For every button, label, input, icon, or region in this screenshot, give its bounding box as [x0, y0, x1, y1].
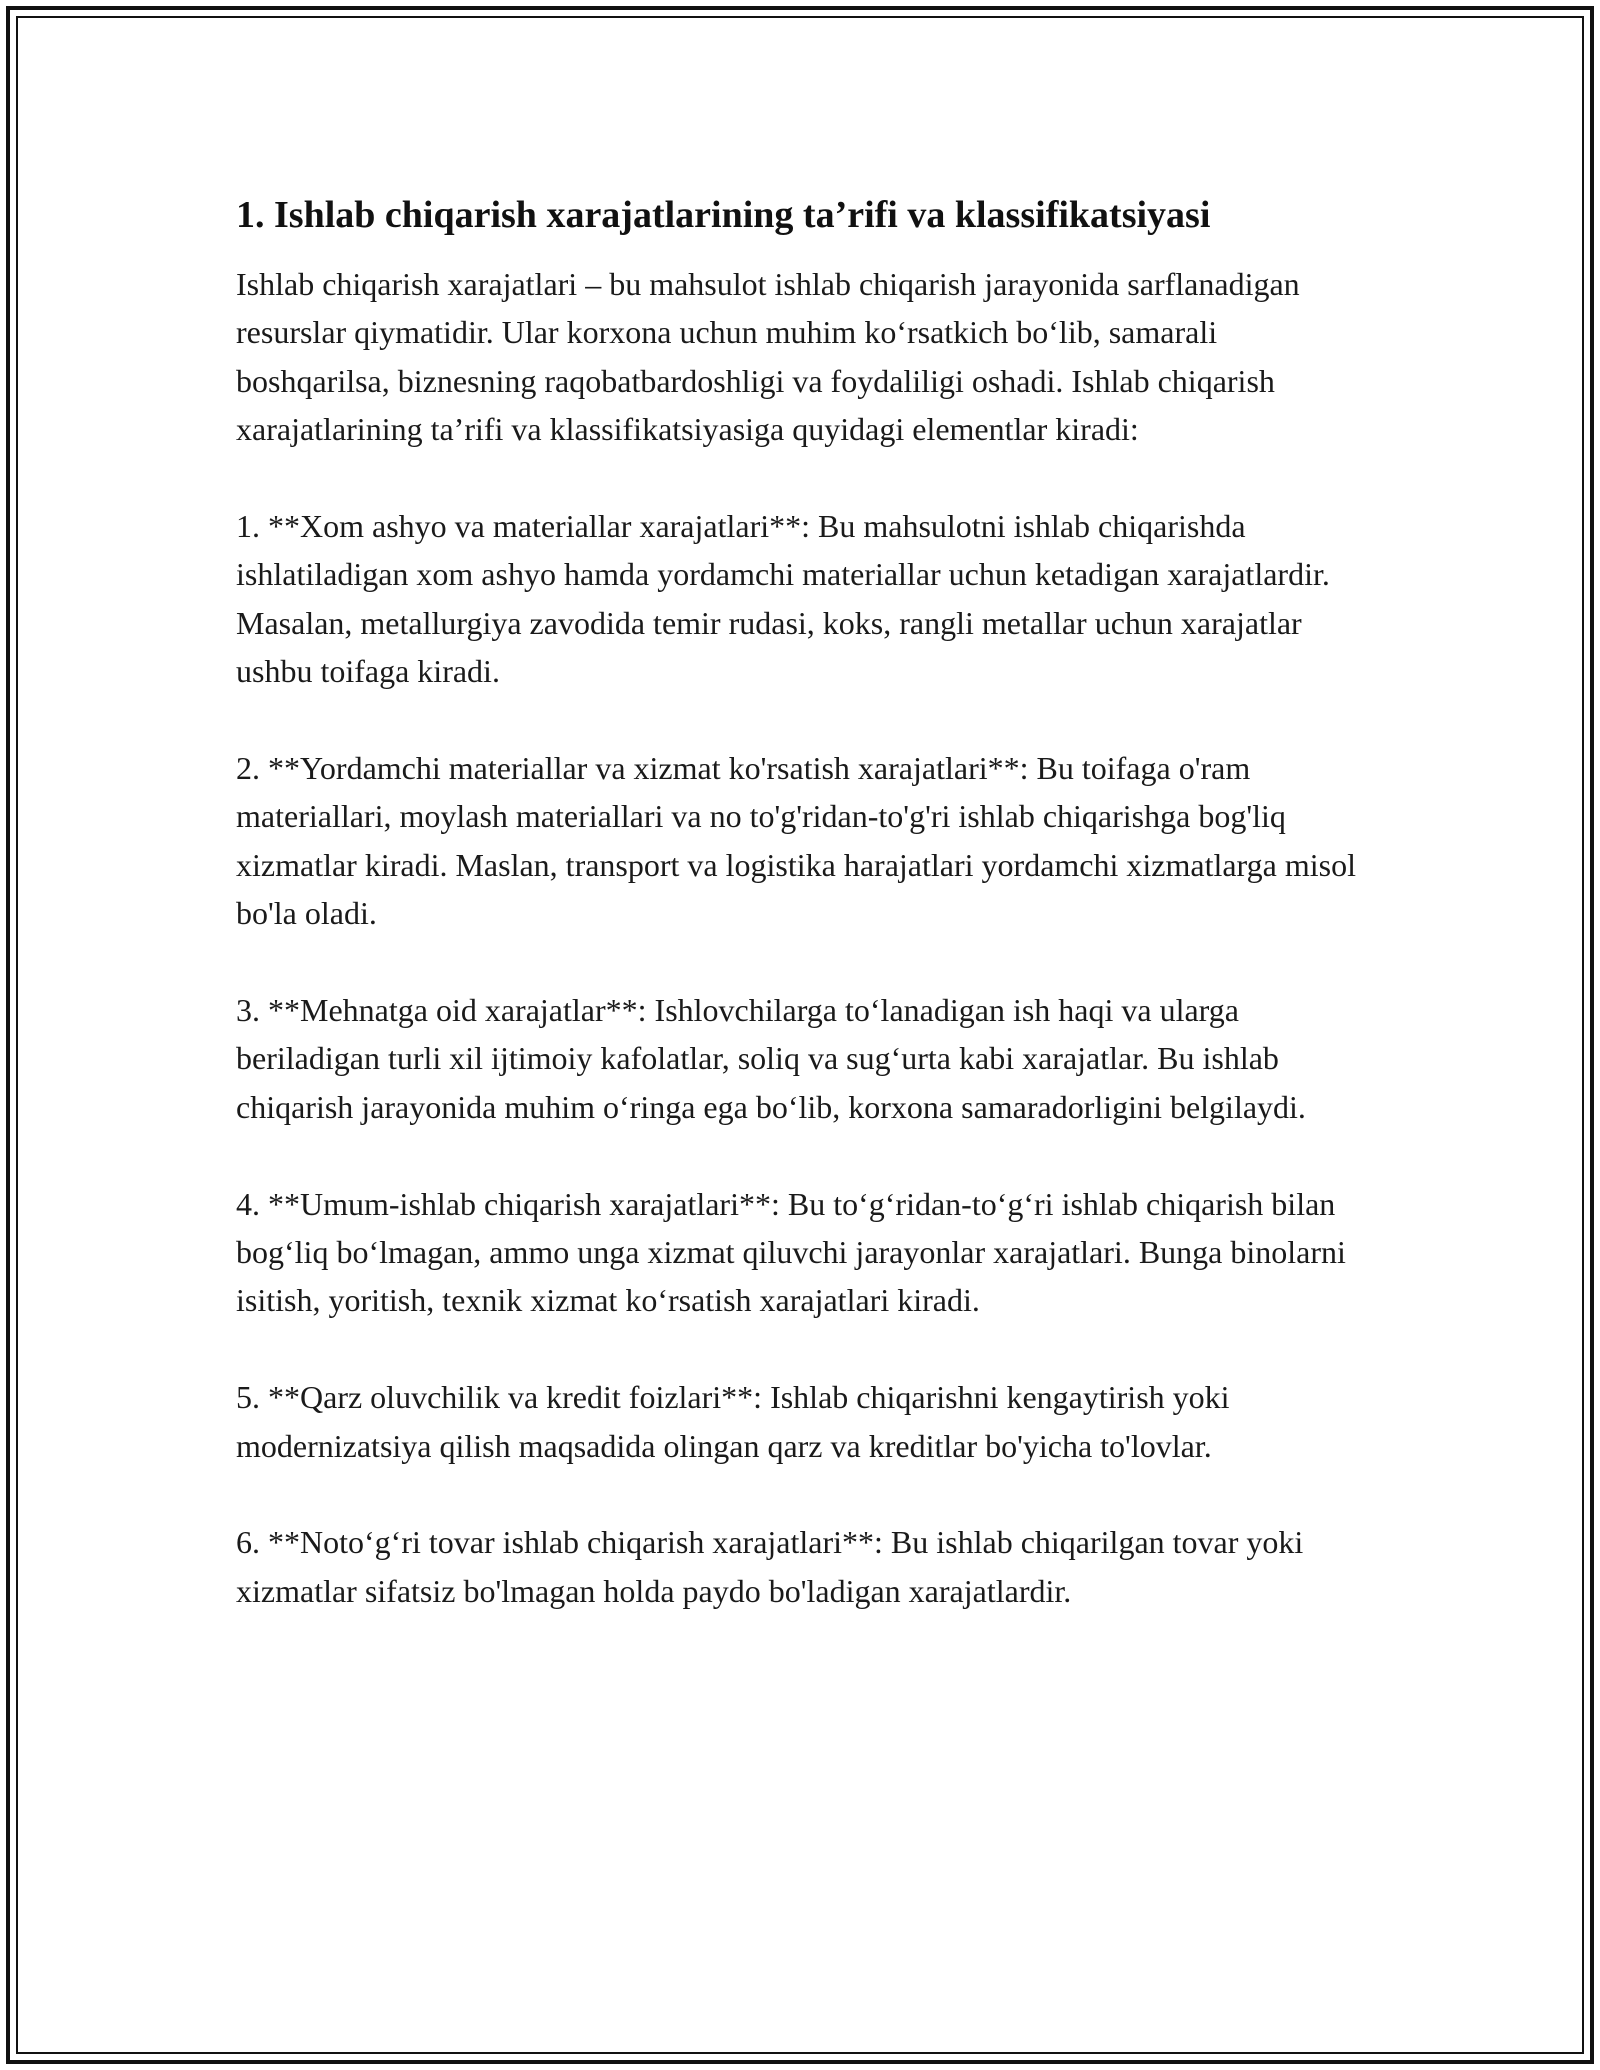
list-item-4: 4. **Umum-ishlab chiqarish xarajatlari**: Bu to‘g‘ridan-to‘g‘ri ishlab chiqarish bilan bog‘liq bo‘lmagan, ammo unga xizmat qiluvchi jarayonlar xarajatlari. Bunga binolarni isitish, yoritish, texnik xizmat ko‘rsatish xarajatlari kiradi.: [236, 1185, 1346, 1319]
list-item-2: 2. **Yordamchi materiallar va xizmat ko'rsatish xarajatlari**: Bu toifaga o'ram materiallari, moylash materiallari va no to'g'ridan-to'g'ri ishlab chiqarishga bog'liq xizmatlar kiradi. Maslan, transport va logistika harajatlari yordamchi xizmatlarga misol bo'la oladi.: [236, 750, 1356, 932]
list-item-3: 3. **Mehnatga oid xarajatlar**: Ishlovchilarga to‘lanadigan ish haqi va ularga beriladigan turli xil ijtimoiy kafolatlar, soliq va sug‘urta kabi xarajatlar. Bu ishlab chiqarish jarayonida muhim o‘ringa ega bo‘lib, korxona samaradorligini belgilaydi.: [236, 992, 1306, 1125]
document-body: [236, 190, 1366, 1664]
intro-paragraph: Ishlab chiqarish xarajatlari – bu mahsulot ishlab chiqarish jarayonida sarflanadigan resurslar qiymatidir. Ular korxona uchun muhim ko‘rsatkich bo‘lib, samarali boshqarilsa, biznesning raqobatbardoshligi va foydaliligi oshadi. Ishlab chiqarish xarajatlarining ta’rifi va klassifikatsiyasiga quyidagi elementlar kiradi:: [236, 266, 1300, 448]
page-title: 1. Ishlab chiqarish xarajatlarining ta’rifi va klassifikatsiyasi: [236, 194, 1211, 236]
list-item-6: 6. **Noto‘g‘ri tovar ishlab chiqarish xarajatlari**: Bu ishlab chiqarilgan tovar yoki xizmatlar sifatsiz bo'lmagan holda paydo bo'ladigan xarajatlardir.: [236, 1524, 1304, 1609]
list-item-5: 5. **Qarz oluvchilik va kredit foizlari**: Ishlab chiqarishni kengaytirish yoki modernizatsiya qilish maqsadida olingan qarz va kreditlar bo'yicha to'lovlar.: [236, 1379, 1230, 1464]
list-item-1: 1. **Xom ashyo va materiallar xarajatlari**: Bu mahsulotni ishlab chiqarishda ishlatiladigan xom ashyo hamda yordamchi materiallar uchun ketadigan xarajatlardir. Masalan, metallurgiya zavodida temir rudasi, koks, rangli metallar uchun xarajatlar ushbu toifaga kiradi.: [236, 508, 1330, 690]
